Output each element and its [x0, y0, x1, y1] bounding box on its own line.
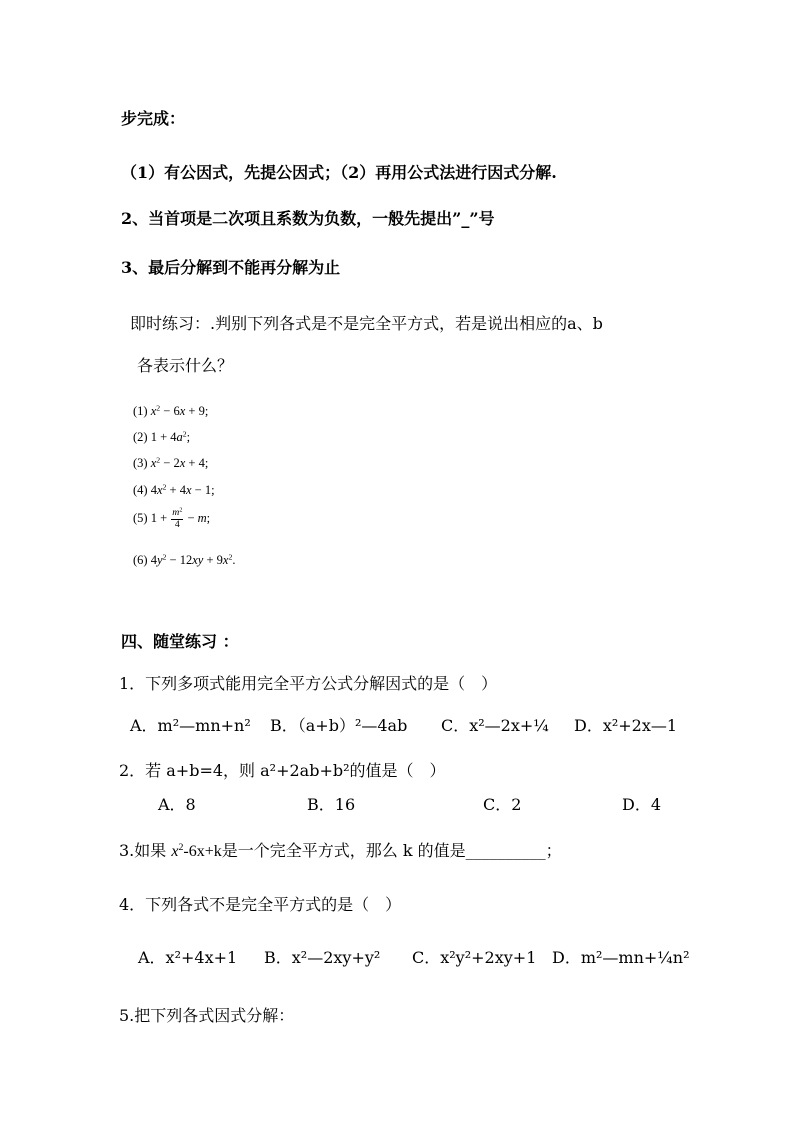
math-expression: 1 + $\frac{m^2}{4}$ − m;	[150, 507, 211, 530]
q1-option-b: B．（a+b）²—4ab	[270, 716, 408, 735]
q1-option-a: A．m²—mn+n²	[130, 716, 251, 735]
item-label: (5)	[133, 511, 148, 525]
step-line: （1）有公因式，先提公因式；（2）再用公式法进行因式分解.	[121, 163, 557, 182]
question-3	[119, 841, 562, 862]
question-4-stem: 4．下列各式不是完全平方式的是（ ）	[119, 895, 402, 914]
q1-option-c: C．x²—2x+¼	[441, 716, 549, 735]
q3-suffix: 是一个完全平方式，那么 k 的值是__________；	[221, 841, 562, 860]
math-expression: $4y^2 - 12xy + 9x^2$.	[150, 552, 236, 567]
math-expression: $1 + 4a^2$;	[150, 429, 191, 444]
fraction: $\frac{m^2}{4}$	[172, 507, 183, 530]
math-expression: $4x^2 + 4x - 1$;	[150, 482, 215, 497]
point-3: 3、最后分解到不能再分解为止	[121, 258, 341, 277]
question-2-stem: 2．若 a+b=4，则 a²+2ab+b²的值是（ ）	[119, 761, 446, 780]
math-expression: $x^2 - 6x + 9$;	[150, 403, 209, 418]
item-label: (6)	[133, 553, 148, 567]
q2-option-a: A．8	[158, 795, 196, 814]
q2-option-d: D．4	[622, 795, 662, 814]
item-label: (4)	[133, 483, 148, 497]
practice-item-1	[133, 403, 208, 419]
q2-option-c: C．2	[483, 795, 522, 814]
practice-line-1: 即时练习：.判别下列各式是不是完全平方式，若是说出相应的a、b	[130, 314, 603, 333]
intro-line: 步完成：	[121, 109, 186, 128]
practice-item-6	[133, 552, 235, 568]
item-label: (3)	[133, 456, 148, 470]
math-expression: $x^2 - 2x + 4$;	[150, 455, 209, 470]
q4-option-a: A．x²+4x+1	[138, 948, 238, 967]
practice-line-2: 各表示什么？	[137, 356, 234, 375]
q3-expression: $x^2-6x+k$	[171, 842, 222, 860]
question-1-stem: 1．下列多项式能用完全平方公式分解因式的是（ ）	[119, 674, 498, 693]
section-heading: 四、随堂练习 ：	[121, 632, 239, 651]
q4-option-d: D．m²—mn+¼n²	[552, 948, 690, 967]
q3-prefix: 3.如果	[119, 841, 172, 860]
q2-option-b: B．16	[307, 795, 356, 814]
point-2: 2、当首项是二次项且系数为负数，一般先提出”_”号	[121, 209, 495, 228]
practice-item-3	[133, 455, 208, 471]
practice-item-4	[133, 482, 215, 498]
q4-option-c: C．x²y²+2xy+1	[412, 948, 537, 967]
q1-option-d: D．x²+2x—1	[574, 716, 678, 735]
practice-item-5	[133, 508, 210, 530]
practice-item-2	[133, 429, 190, 445]
question-5-stem: 5.把下列各式因式分解：	[119, 1006, 295, 1025]
q4-option-b: B．x²—2xy+y²	[264, 948, 381, 967]
item-label: (1)	[133, 404, 148, 418]
item-label: (2)	[133, 430, 148, 444]
